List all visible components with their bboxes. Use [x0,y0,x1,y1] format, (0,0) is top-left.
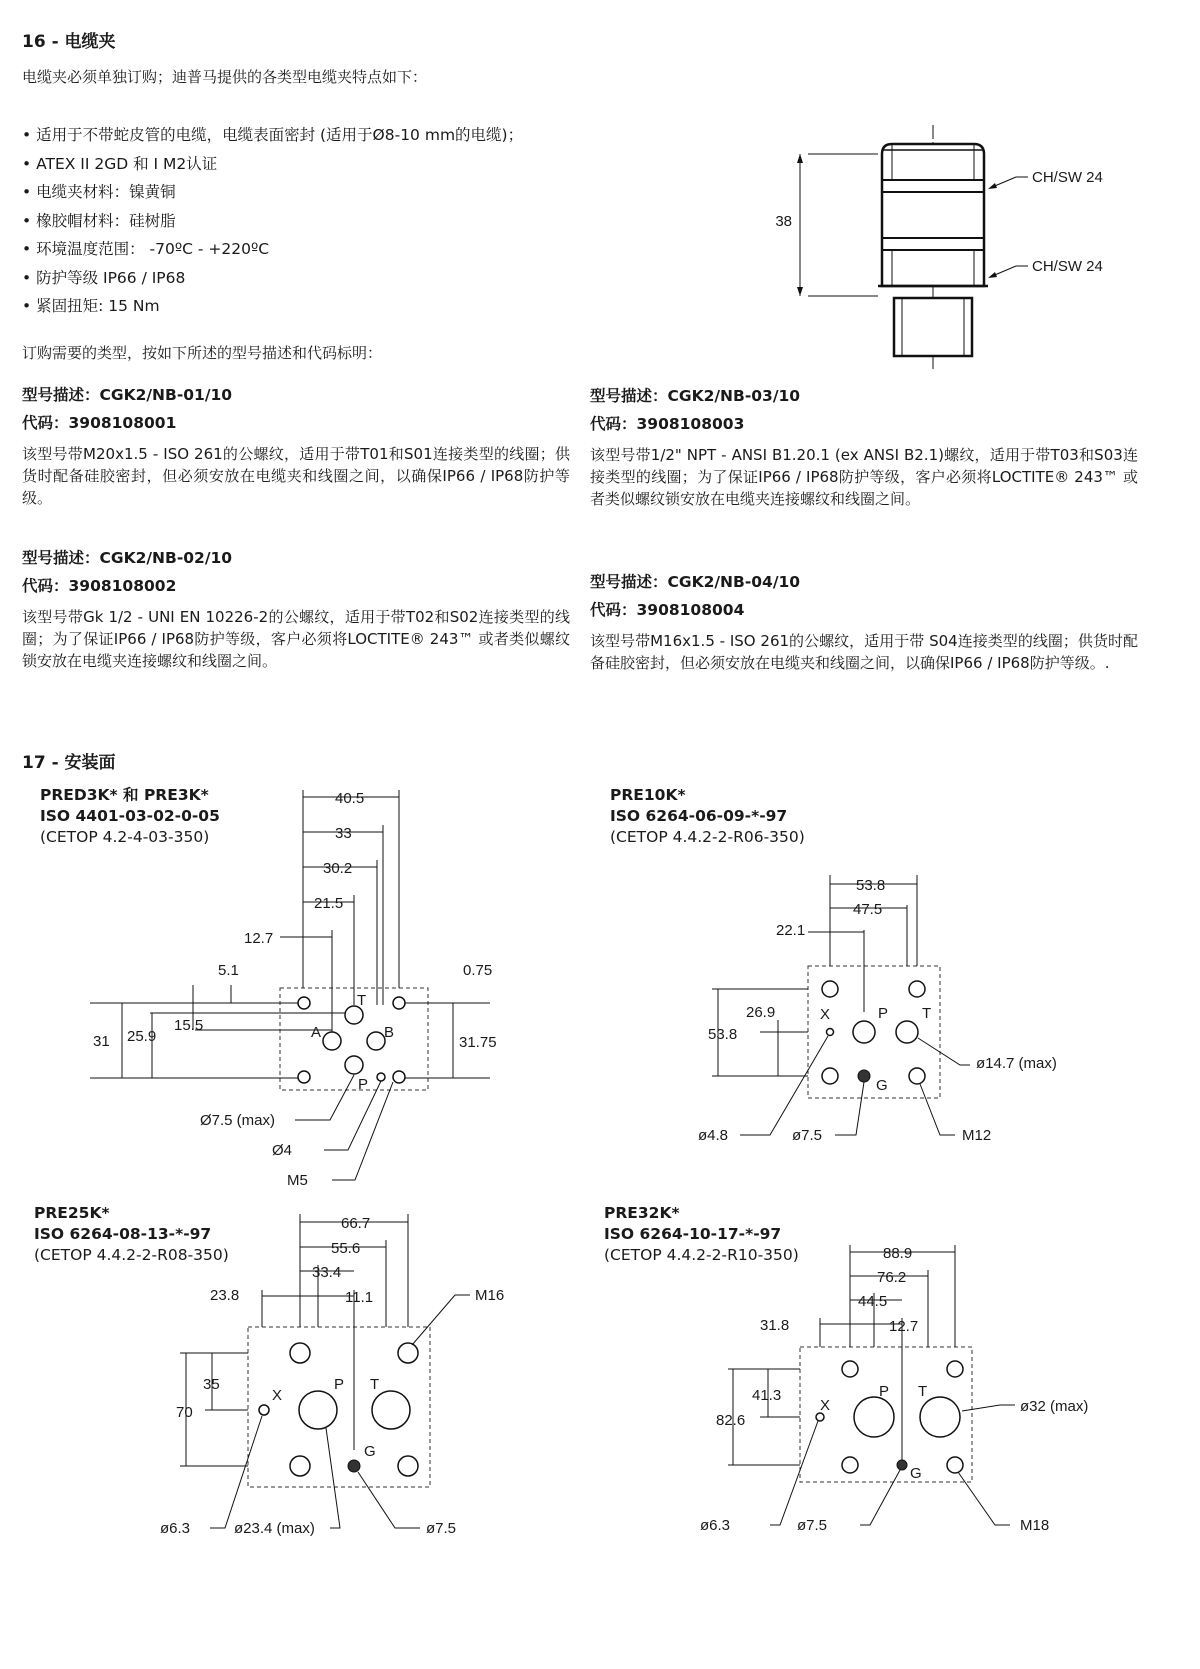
dimension-label: ø7.5 [797,1517,828,1534]
dimension-label: 41.3 [752,1387,782,1404]
dimension-label: 26.9 [746,1004,776,1021]
dimension-label: ø14.7 (max) [976,1055,1057,1072]
dimension-label: ø4.8 [698,1127,729,1144]
dimension-label: X [272,1387,283,1404]
dimension-label: 31.75 [459,1034,497,1051]
dimension-label: 88.9 [883,1245,913,1262]
dimension-label: 53.8 [708,1026,738,1043]
dimension-label: ø7.5 [792,1127,823,1144]
model-code: 代码：3908108001 [22,414,177,432]
wrench-size-bottom-label: CH/SW 24 [1032,258,1103,275]
dimension-label: ø6.3 [160,1520,191,1537]
dimension-label: M18 [1020,1517,1050,1534]
dimension-label: ø7.5 [426,1520,457,1537]
model-text: 该型号带M16x1.5 - ISO 261的公螺纹，适用于带 S04连接类型的线圈；供货时配备硅胶密封，但必须安放在电缆夹和线圈之间，以确保IP66 / IP68防护等级。. [590,632,1138,672]
model-description: 型号描述：CGK2/NB-03/10 [590,387,801,405]
feature-item: • 电缆夹材料：镍黄铜 [22,183,176,201]
dimension-label: ø6.3 [700,1517,731,1534]
dimension-label: Ø7.5 (max) [200,1112,276,1129]
dimension-label: P [358,1076,369,1093]
model-text: 该型号带Gk 1/2 - UNI EN 10226-2的公螺纹，适用于带T02和S02连接类型的线圈；为了保证IP66 / IP68防护等级，客户必须将LOCTITE® 243™ 或者类似螺纹锁安放在电缆夹连接螺纹和线圈之间。 [22,608,570,670]
feature-item: • 环境温度范围： -70ºC - +220ºC [22,240,270,258]
dimension-label: 30.2 [323,860,353,877]
feature-item: • 防护等级 IP66 / IP68 [22,268,186,287]
dimension-label: T [357,992,367,1009]
mounting-face-title: PRED3K* 和 PRE3K* ISO 4401-03-02-0-05 (CETOP 4.2-4-03-350) [40,786,220,846]
dimension-label: 12.7 [889,1318,919,1335]
dimension-label: 47.5 [853,901,883,918]
model-text: 该型号带M20x1.5 - ISO 261的公螺纹，适用于带T01和S01连接类型的线圈；供货时配备硅胶密封，但必须安放在电缆夹和线圈之间，以确保IP66 / IP68防护等级。 [22,445,570,507]
dimension-label: G [876,1077,888,1094]
dimension-label: 53.8 [856,877,886,894]
model-description: 型号描述：CGK2/NB-02/10 [22,549,233,567]
dimension-label: 0.75 [463,962,493,979]
model-code: 代码：3908108004 [590,601,745,619]
dimension-label: P [879,1383,890,1400]
dimension-label: 31.8 [760,1317,790,1334]
model-description: 型号描述：CGK2/NB-04/10 [590,573,801,591]
mounting-face-title: PRE25K* ISO 6264-08-13-*-97 (CETOP 4.4.2-2-R08-350) [34,1204,229,1264]
dimension-label: 22.1 [776,922,806,939]
dimension-label: 82.6 [716,1412,746,1429]
intro-text: 电缆夹必须单独订购；迪普马提供的各类型电缆夹特点如下： [22,68,428,86]
dimension-label: 21.5 [314,895,344,912]
dimension-label: ø23.4 (max) [234,1520,315,1537]
dimension-label: 70 [176,1404,193,1421]
dimension-label: T [922,1005,932,1022]
dimension-label: X [820,1397,831,1414]
dimension-label: P [334,1376,345,1393]
feature-item: • 适用于不带蛇皮管的电缆，电缆表面密封 (适用于Ø8-10 mm的电缆)； [22,126,524,144]
wrench-size-top-label: CH/SW 24 [1032,169,1103,186]
dimension-label: A [311,1024,322,1041]
dimension-label: 66.7 [341,1215,371,1232]
dimension-label: M12 [962,1127,992,1144]
dimension-label: Ø4 [272,1142,293,1159]
section-17-title: 17 - 安装面 [22,753,116,773]
dimension-label: 55.6 [331,1240,361,1257]
dimension-label: 35 [203,1376,220,1393]
dimension-label: 44.5 [858,1293,888,1310]
feature-item: • ATEX II 2GD 和 I M2认证 [22,154,218,173]
dimension-label: G [364,1443,376,1460]
dimension-label: 23.8 [210,1287,240,1304]
dimension-label: 11.1 [345,1289,374,1306]
feature-item: • 橡胶帽材料：硅树脂 [22,211,176,230]
dimension-label: B [384,1024,395,1041]
dimension-label: 31 [93,1033,110,1050]
dimension-label: 76.2 [877,1269,907,1286]
feature-item: • 紧固扭矩: 15 Nm [22,297,160,315]
section-16-title: 16 - 电缆夹 [22,32,116,52]
dimension-label: 12.7 [244,930,274,947]
dimension-label: ø32 (max) [1020,1398,1089,1415]
height-label: 38 [775,213,792,230]
dimension-label: T [370,1376,380,1393]
model-description: 型号描述：CGK2/NB-01/10 [22,386,233,404]
dimension-label: 25.9 [127,1028,157,1045]
mounting-face-title: PRE10K* ISO 6264-06-09-*-97 (CETOP 4.4.2-2-R06-350) [610,786,805,846]
dimension-label: 40.5 [335,790,365,807]
dimension-label: M5 [287,1172,308,1189]
dimension-label: 33.4 [312,1264,342,1281]
dimension-label: P [878,1005,889,1022]
dimension-label: 15.5 [174,1017,204,1034]
model-code: 代码：3908108002 [22,577,177,595]
dimension-label: X [820,1006,831,1023]
dimension-label: T [918,1383,928,1400]
model-code: 代码：3908108003 [590,415,745,433]
dimension-label: M16 [475,1287,505,1304]
mounting-face-title: PRE32K* ISO 6264-10-17-*-97 (CETOP 4.4.2-2-R10-350) [604,1204,799,1264]
dimension-label: G [910,1465,922,1482]
dimension-label: 33 [335,825,352,842]
order-note: 订购需要的类型，按如下所述的型号描述和代码标明： [22,344,383,362]
dimension-label: 5.1 [218,962,239,979]
model-text: 该型号带1/2" NPT - ANSI B1.20.1 (ex ANSI B2.1)螺纹，适用于带T03和S03连接类型的线圈；为了保证IP66 / IP68防护等级，客户必须将LOCTITE® 243™ 或者类似螺纹锁安放在电缆夹连接螺纹和线圈之间。 [590,446,1138,508]
